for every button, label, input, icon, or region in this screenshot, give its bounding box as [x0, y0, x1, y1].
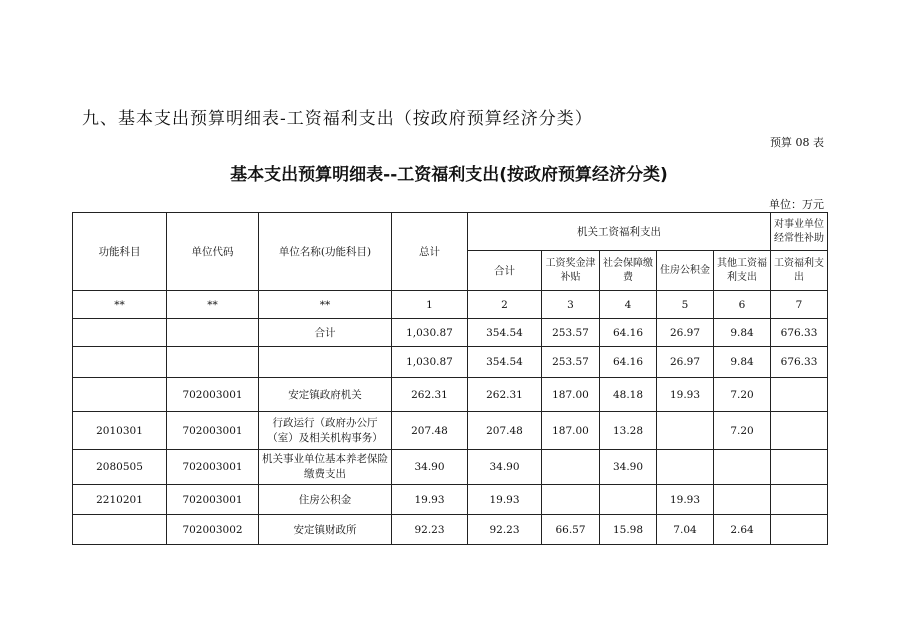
social-insurance-cell: 48.18	[600, 378, 657, 412]
index-cell: 7	[771, 291, 828, 319]
index-row	[73, 291, 828, 319]
index-cell: 1	[392, 291, 468, 319]
header-agency-group: 机关工资福利支出	[468, 213, 771, 251]
subtotal-cell: 354.54	[468, 347, 542, 378]
form-id-label: 预算 08 表	[770, 136, 824, 149]
func-subject-cell: 2080505	[73, 450, 167, 485]
wage-bonus-cell: 253.57	[542, 347, 600, 378]
housing-fund-cell: 26.97	[657, 347, 714, 378]
table-row	[73, 319, 828, 347]
wage-bonus-cell: 187.00	[542, 378, 600, 412]
func-subject-cell	[73, 319, 167, 347]
total-cell: 34.90	[392, 450, 468, 485]
index-cell: 5	[657, 291, 714, 319]
header-wage-bonus: 工资奖金津补贴	[542, 251, 600, 291]
subtotal-cell: 262.31	[468, 378, 542, 412]
header-unit-name: 单位名称(功能科目)	[259, 213, 392, 291]
unit-name-cell: 安定镇财政所	[259, 515, 392, 545]
subsidy-wage-cell	[771, 515, 828, 545]
unit-label: 单位：万元	[769, 198, 824, 211]
func-subject-cell	[73, 515, 167, 545]
housing-fund-cell: 7.04	[657, 515, 714, 545]
unit-code-cell	[167, 319, 259, 347]
subsidy-wage-cell: 676.33	[771, 319, 828, 347]
other-wage-cell: 9.84	[714, 319, 771, 347]
housing-fund-cell: 26.97	[657, 319, 714, 347]
index-cell: 3	[542, 291, 600, 319]
housing-fund-cell	[657, 450, 714, 485]
header-subtotal: 合计	[468, 251, 542, 291]
other-wage-cell: 9.84	[714, 347, 771, 378]
social-insurance-cell	[600, 485, 657, 515]
subtotal-cell: 19.93	[468, 485, 542, 515]
other-wage-cell: 7.20	[714, 378, 771, 412]
table-row	[73, 412, 828, 450]
social-insurance-cell: 64.16	[600, 319, 657, 347]
wage-bonus-cell: 66.57	[542, 515, 600, 545]
table-row	[73, 450, 828, 485]
unit-code-cell: 702003002	[167, 515, 259, 545]
unit-name-cell: 安定镇政府机关	[259, 378, 392, 412]
table-row	[73, 347, 828, 378]
header-row-top	[73, 213, 828, 251]
index-cell: 4	[600, 291, 657, 319]
unit-code-cell	[167, 347, 259, 378]
total-cell: 19.93	[392, 485, 468, 515]
subsidy-wage-cell	[771, 485, 828, 515]
table-row	[73, 378, 828, 412]
wage-bonus-cell: 187.00	[542, 412, 600, 450]
index-cell: 6	[714, 291, 771, 319]
index-cell: 2	[468, 291, 542, 319]
header-other-wage: 其他工资福利支出	[714, 251, 771, 291]
unit-name-cell: 行政运行（政府办公厅（室）及相关机构事务）	[259, 412, 392, 450]
header-func-subject: 功能科目	[73, 213, 167, 291]
subsidy-wage-cell	[771, 378, 828, 412]
total-cell: 1,030.87	[392, 347, 468, 378]
total-cell: 207.48	[392, 412, 468, 450]
header-social-insurance: 社会保障缴费	[600, 251, 657, 291]
table-row	[73, 485, 828, 515]
header-unit-code: 单位代码	[167, 213, 259, 291]
total-cell: 262.31	[392, 378, 468, 412]
wage-bonus-cell	[542, 485, 600, 515]
table-row	[73, 515, 828, 545]
wage-bonus-cell	[542, 450, 600, 485]
other-wage-cell: 2.64	[714, 515, 771, 545]
func-subject-cell: 2010301	[73, 412, 167, 450]
social-insurance-cell: 34.90	[600, 450, 657, 485]
total-cell: 1,030.87	[392, 319, 468, 347]
unit-name-cell: 合计	[259, 319, 392, 347]
func-subject-cell	[73, 347, 167, 378]
header-housing-fund: 住房公积金	[657, 251, 714, 291]
housing-fund-cell: 19.93	[657, 378, 714, 412]
other-wage-cell	[714, 485, 771, 515]
header-subsidy-wage: 工资福利支出	[771, 251, 828, 291]
index-cell: **	[259, 291, 392, 319]
subsidy-wage-cell	[771, 412, 828, 450]
unit-code-cell: 702003001	[167, 412, 259, 450]
func-subject-cell	[73, 378, 167, 412]
total-cell: 92.23	[392, 515, 468, 545]
page-title: 基本支出预算明细表--工资福利支出(按政府预算经济分类)	[230, 165, 668, 185]
subtotal-cell: 92.23	[468, 515, 542, 545]
social-insurance-cell: 13.28	[600, 412, 657, 450]
index-cell: **	[73, 291, 167, 319]
unit-code-cell: 702003001	[167, 485, 259, 515]
unit-code-cell: 702003001	[167, 450, 259, 485]
subtotal-cell: 354.54	[468, 319, 542, 347]
unit-code-cell: 702003001	[167, 378, 259, 412]
other-wage-cell	[714, 450, 771, 485]
social-insurance-cell: 15.98	[600, 515, 657, 545]
header-subsidy-group: 对事业单位经常性补助	[771, 213, 828, 251]
housing-fund-cell: 19.93	[657, 485, 714, 515]
subsidy-wage-cell	[771, 450, 828, 485]
social-insurance-cell: 64.16	[600, 347, 657, 378]
unit-name-cell	[259, 347, 392, 378]
func-subject-cell: 2210201	[73, 485, 167, 515]
section-title: 九、基本支出预算明细表-工资福利支出（按政府预算经济分类）	[82, 109, 593, 129]
subtotal-cell: 207.48	[468, 412, 542, 450]
budget-detail-table	[72, 212, 828, 545]
subtotal-cell: 34.90	[468, 450, 542, 485]
housing-fund-cell	[657, 412, 714, 450]
other-wage-cell: 7.20	[714, 412, 771, 450]
unit-name-cell: 住房公积金	[259, 485, 392, 515]
subsidy-wage-cell: 676.33	[771, 347, 828, 378]
unit-name-cell: 机关事业单位基本养老保险缴费支出	[259, 450, 392, 485]
header-total: 总计	[392, 213, 468, 291]
index-cell: **	[167, 291, 259, 319]
wage-bonus-cell: 253.57	[542, 319, 600, 347]
